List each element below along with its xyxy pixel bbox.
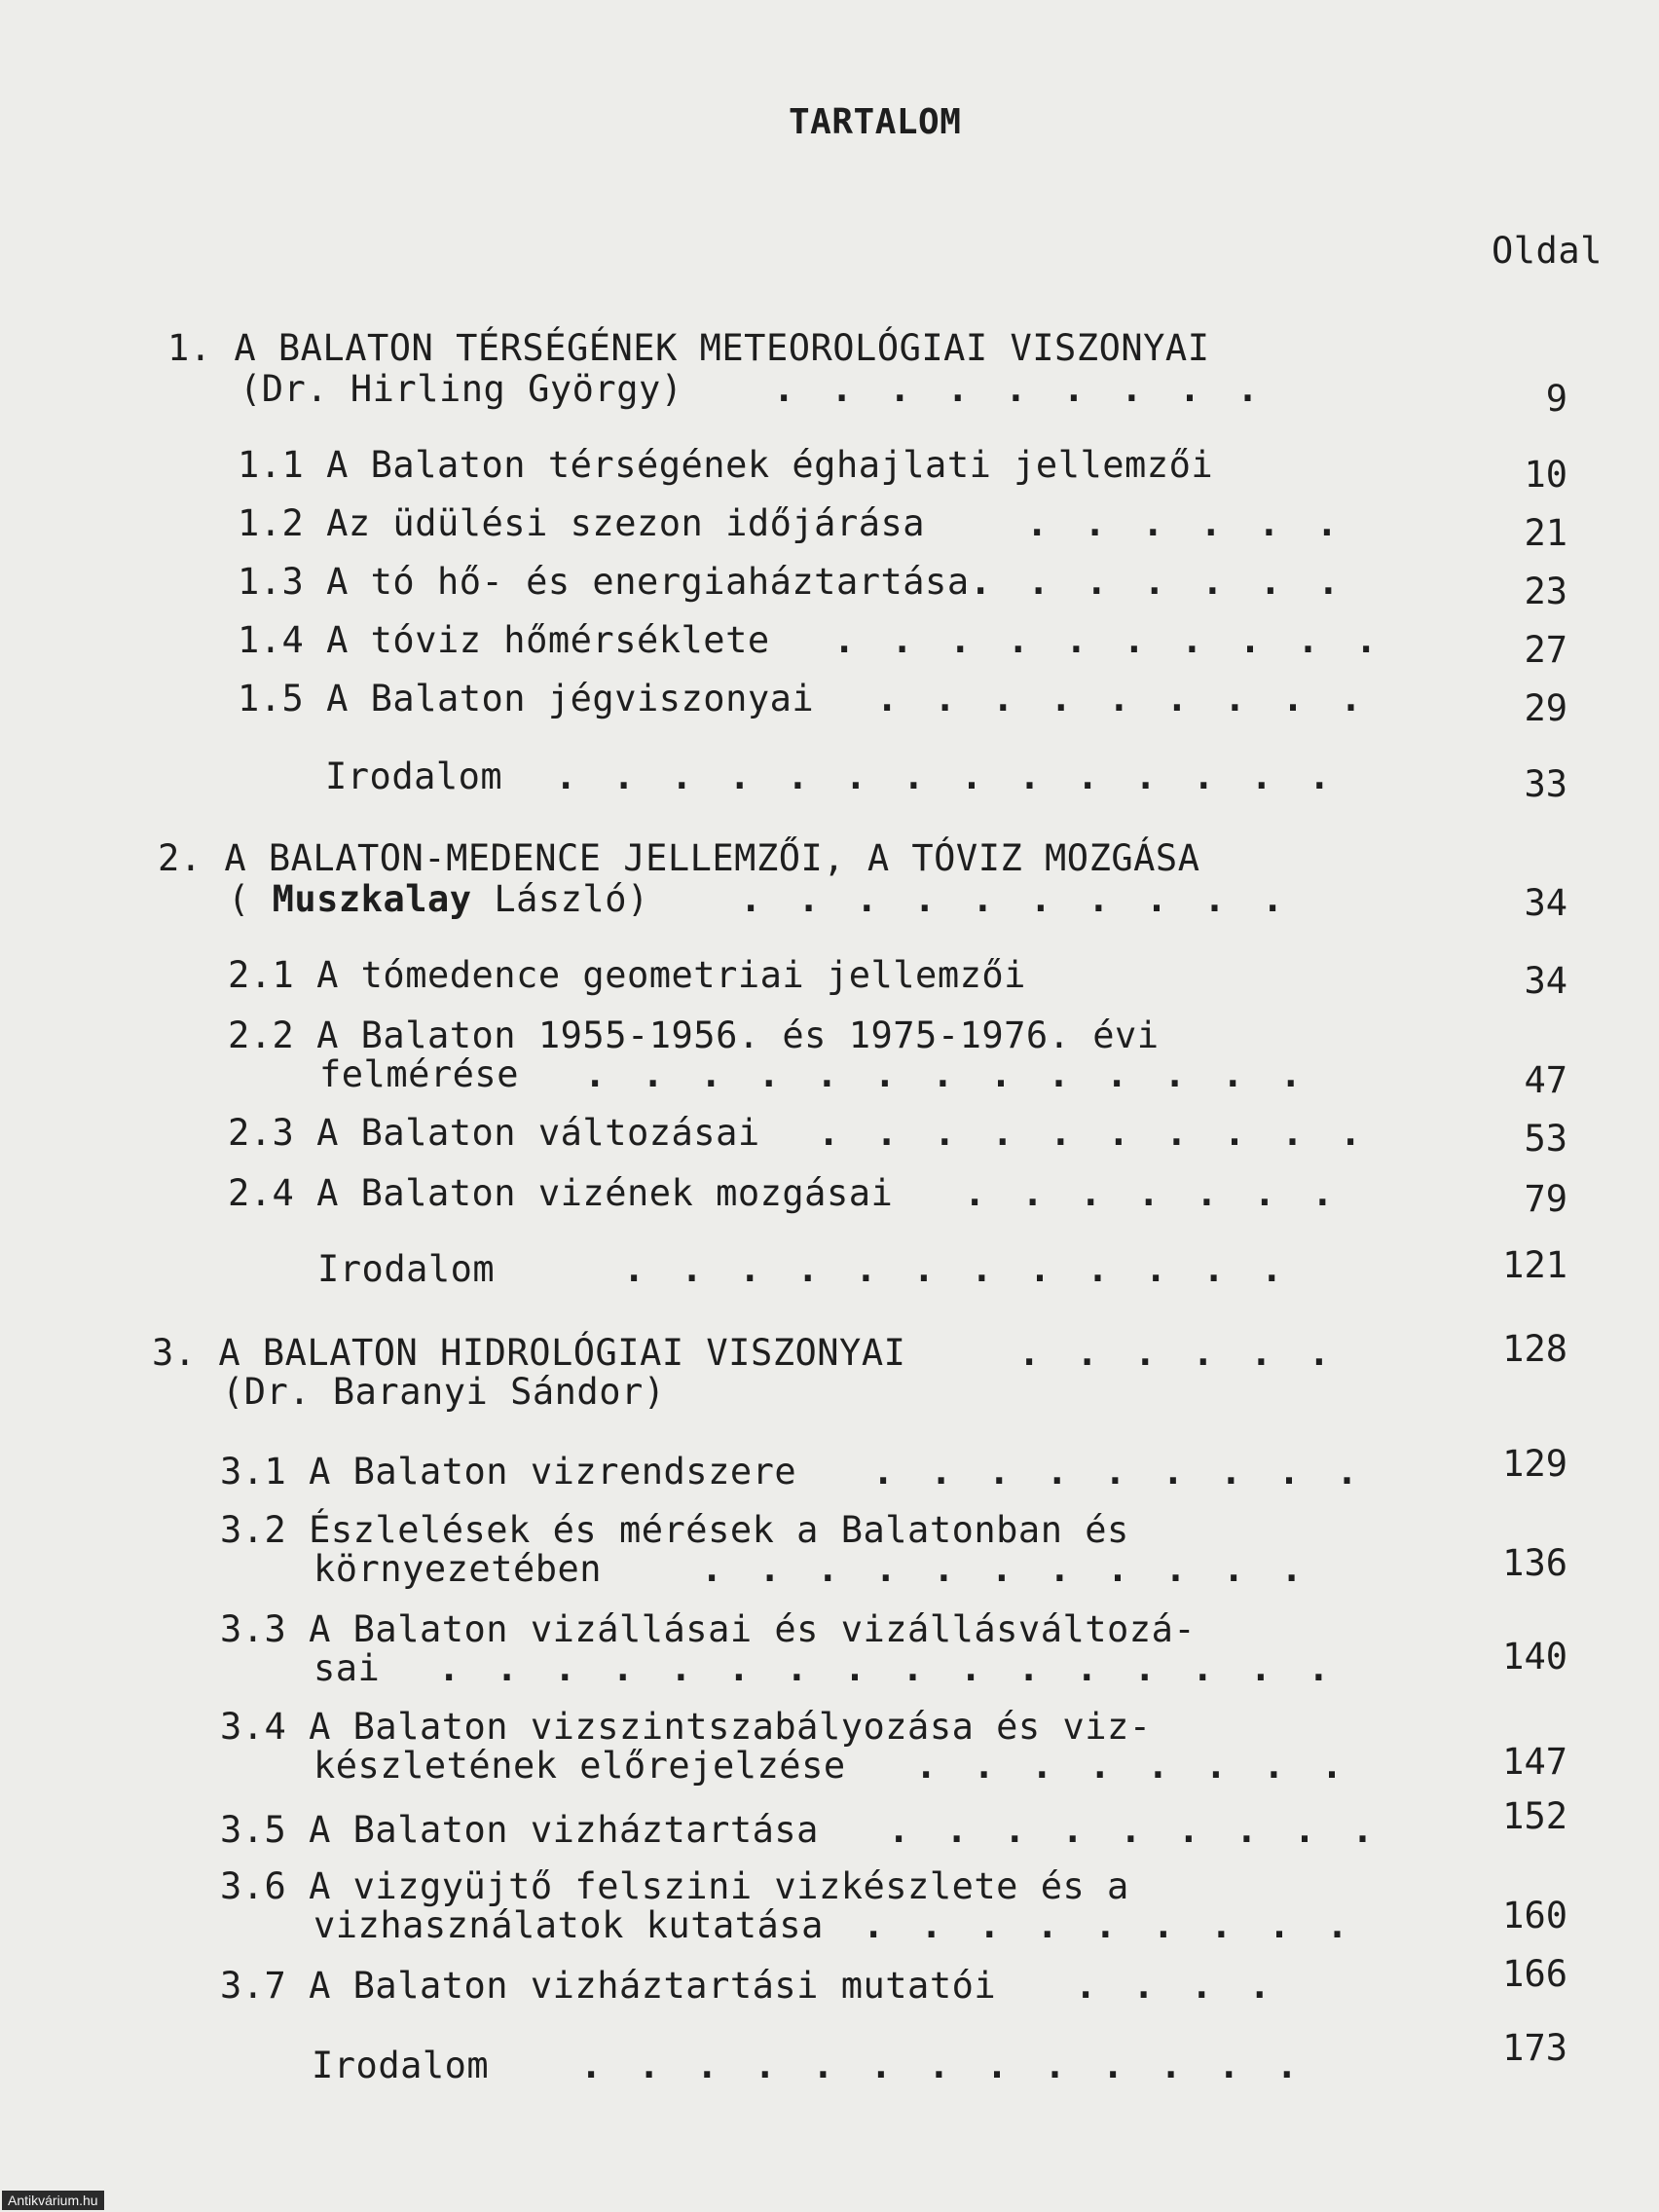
toc-page-3-6: 160: [1502, 1895, 1567, 1936]
toc-entry-3-6-cont: vizhasználatok kutatása: [313, 1904, 824, 1946]
section-2-heading: 2. A BALATON-MEDENCE JELLEMZŐI, A TÓVIZ MOZGÁSA: [158, 837, 1200, 879]
toc-page-1-references: 33: [1524, 763, 1567, 805]
page-column-header: Oldal: [1492, 230, 1603, 272]
leader-dots: . . . . . . . . . .: [818, 1112, 1369, 1154]
leader-dots: . . . . . . . . . .: [740, 878, 1291, 920]
toc-page-3-references: 173: [1502, 2027, 1567, 2069]
toc-page-2-1: 34: [1524, 960, 1567, 1002]
section-3-page: 128: [1502, 1328, 1567, 1370]
toc-entry-1-2: 1.2 Az üdülési szezon időjárása: [238, 502, 926, 544]
leader-dots: . . . . . .: [1018, 1332, 1338, 1374]
toc-page-3-2: 136: [1502, 1542, 1567, 1584]
section-3-author: (Dr. Baranyi Sándor): [222, 1371, 666, 1413]
toc-entry-2-1: 2.1 A tómedence geometriai jellemzői: [228, 954, 1026, 996]
toc-page-1-3: 23: [1524, 571, 1567, 612]
toc-entry-1-4: 1.4 A tóviz hőmérséklete: [238, 619, 770, 661]
toc-entry-2-3: 2.3 A Balaton változásai: [228, 1112, 760, 1154]
leader-dots: . . . . . . . . .: [872, 1451, 1366, 1493]
leader-dots: . . . . . . . . . . .: [701, 1548, 1310, 1590]
section-1-heading: 1. A BALATON TÉRSÉGÉNEK METEOROLÓGIAI VISZONYAI: [167, 327, 1210, 369]
toc-entry-1-references: Irodalom: [325, 756, 503, 797]
toc-page-3-5: 152: [1502, 1795, 1567, 1837]
leader-dots: . . . . . . . .: [915, 1745, 1350, 1787]
leader-dots: . . . . . .: [1026, 502, 1346, 544]
toc-entry-3-3-cont: sai: [313, 1647, 381, 1689]
leader-dots: . . . . . . . . . . . . . . . .: [438, 1647, 1338, 1689]
leader-dots: . . . . . . . . . . . . .: [584, 1053, 1309, 1095]
toc-entry-3-2: 3.2 Észlelések és mérések a Balatonban és: [220, 1509, 1129, 1551]
section-2-page: 34: [1524, 882, 1567, 924]
toc-entry-3-6: 3.6 A vizgyüjtő felszini vizkészlete és a: [220, 1865, 1129, 1907]
leader-dots: . . . . . . . . . .: [833, 619, 1384, 661]
toc-entry-3-1: 3.1 A Balaton vizrendszere: [220, 1451, 797, 1493]
toc-entry-2-4: 2.4 A Balaton vizének mozgásai: [228, 1172, 894, 1214]
toc-page-1-4: 27: [1524, 629, 1567, 671]
toc-page-1-2: 21: [1524, 512, 1567, 554]
page-title: TARTALOM: [789, 102, 962, 142]
section-3-heading: 3. A BALATON HIDROLÓGIAI VISZONYAI: [152, 1332, 906, 1374]
leader-dots: . . . . . . .: [964, 1172, 1342, 1214]
toc-page-2-references: 121: [1502, 1244, 1567, 1286]
toc-entry-3-references: Irodalom: [312, 2045, 490, 2086]
toc-entry-3-3: 3.3 A Balaton vizállásai és vizállásváltozá-: [220, 1608, 1197, 1650]
toc-page-1-5: 29: [1524, 687, 1567, 729]
toc-page-3-1: 129: [1502, 1443, 1567, 1485]
toc-entry-2-2: 2.2 A Balaton 1955-1956. és 1975-1976. évi: [228, 1014, 1160, 1056]
section-1-author: (Dr. Hirling György): [240, 368, 683, 410]
leader-dots: . . . . . . . . . . . .: [623, 1248, 1290, 1290]
toc-page-3-3: 140: [1502, 1636, 1567, 1677]
leader-dots: . . . . . . . . .: [863, 1904, 1356, 1946]
toc-entry-2-references: Irodalom: [317, 1248, 496, 1290]
toc-entry-3-5: 3.5 A Balaton vizháztartása: [220, 1809, 819, 1851]
toc-entry-3-4: 3.4 A Balaton vizszintszabályozása és viz-: [220, 1706, 1152, 1748]
section-2-author: ( Muszkalay László): [228, 878, 649, 920]
toc-page-2-4: 79: [1524, 1178, 1567, 1220]
toc-entry-3-7: 3.7 A Balaton vizháztartási mutatói: [220, 1965, 997, 2007]
toc-entry-3-2-cont: környezetében: [313, 1548, 603, 1590]
toc-page-1-1: 10: [1524, 454, 1567, 496]
toc-entry-3-4-cont: készletének előrejelzése: [313, 1745, 846, 1787]
toc-page-2-3: 53: [1524, 1118, 1567, 1160]
toc-entry-1-1: 1.1 A Balaton térségének éghajlati jellemzői: [238, 444, 1214, 486]
leader-dots: . . . . . . .: [970, 561, 1347, 603]
toc-entry-1-5: 1.5 A Balaton jégviszonyai: [238, 678, 815, 719]
toc-page-2-2: 47: [1524, 1059, 1567, 1101]
leader-dots: . . . . . . . . . . . . .: [580, 2045, 1306, 2086]
toc-page-3-4: 147: [1502, 1741, 1567, 1783]
toc-page-3-7: 166: [1502, 1953, 1567, 1995]
toc-entry-2-2-cont: felmérése: [319, 1053, 519, 1095]
leader-dots: . . . .: [1075, 1965, 1278, 2007]
toc-entry-1-3: 1.3 A tó hő- és energiaháztartása: [238, 561, 970, 603]
leader-dots: . . . . . . . . .: [876, 678, 1370, 719]
section-1-page: 9: [1545, 378, 1567, 420]
leader-dots: . . . . . . . . .: [773, 368, 1267, 410]
watermark-badge: Antikvárium.hu: [2, 2191, 104, 2210]
leader-dots: . . . . . . . . . . . . . .: [555, 756, 1338, 797]
leader-dots: . . . . . . . . .: [888, 1809, 1382, 1851]
